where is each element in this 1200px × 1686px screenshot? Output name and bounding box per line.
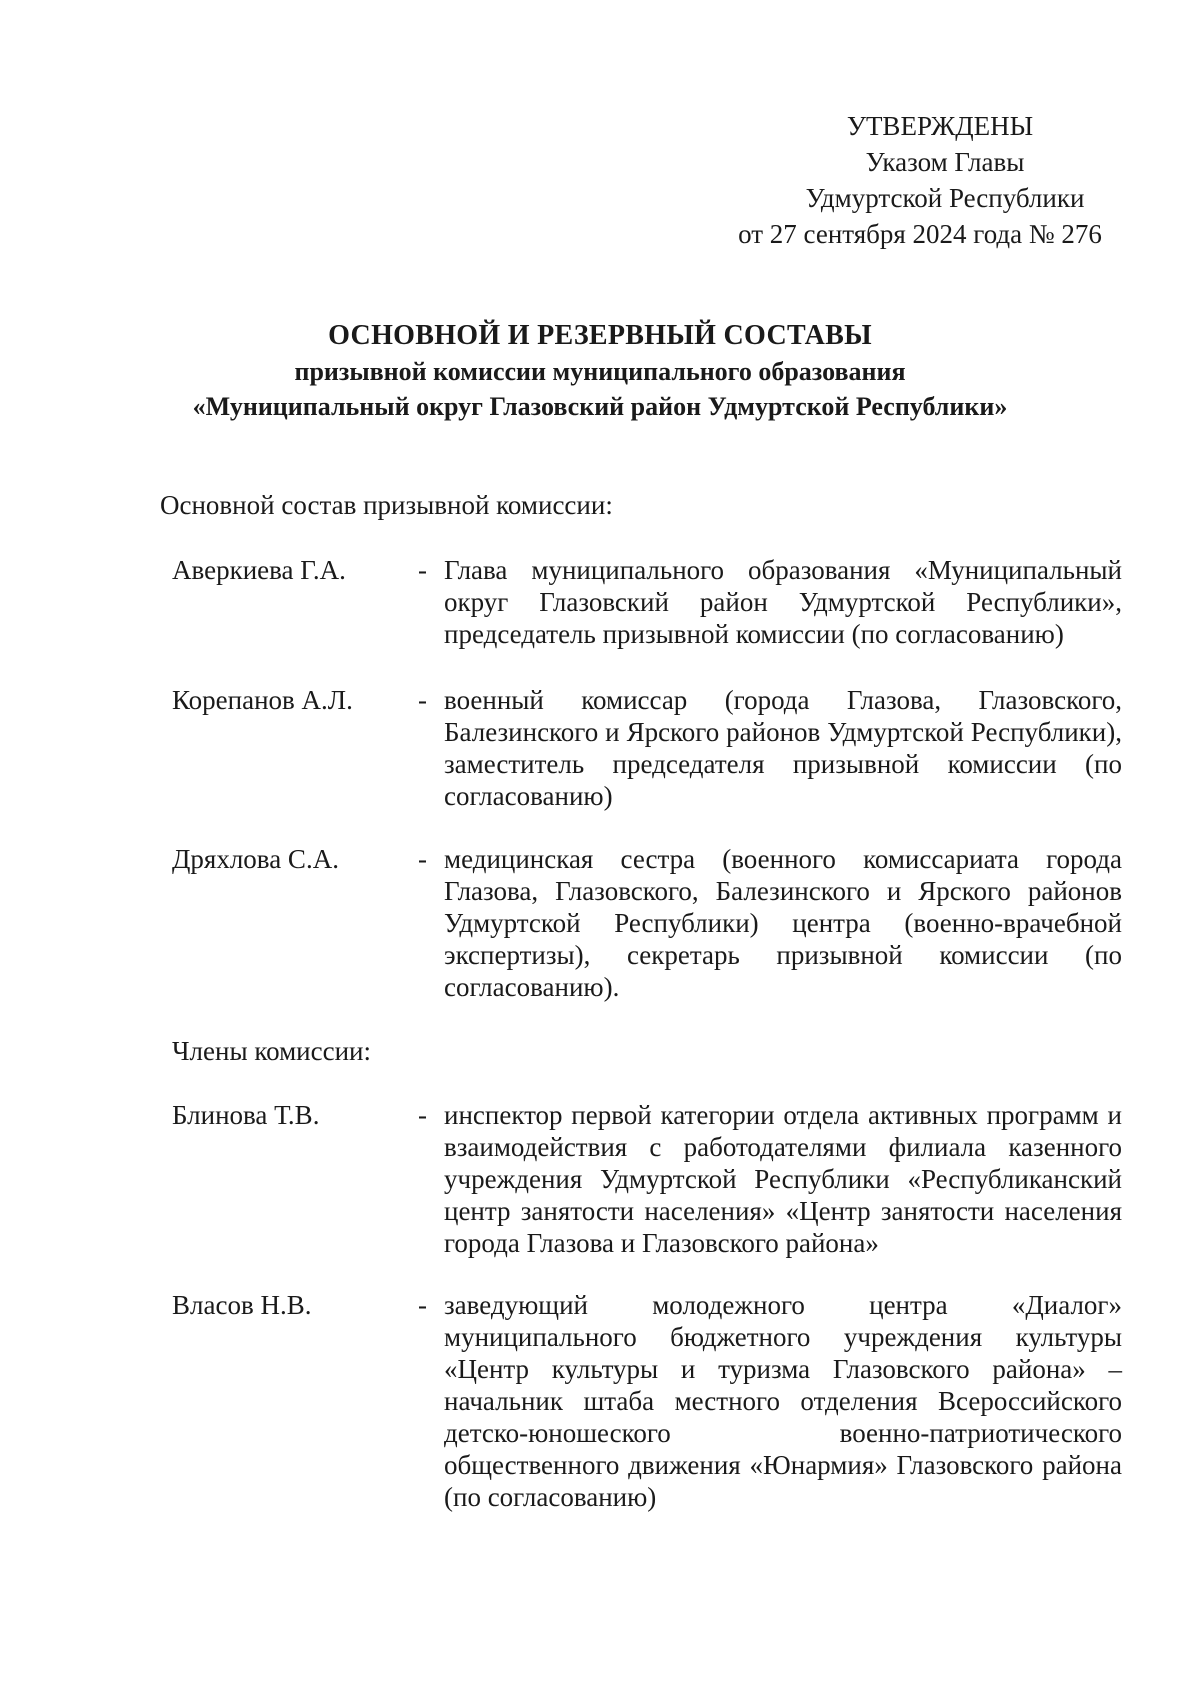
members-label: Члены комиссии: bbox=[172, 1036, 371, 1066]
document-subtitle-2: «Муниципальный округ Глазовский район Удмуртской Республики» bbox=[192, 392, 1008, 421]
member-name: Аверкиева Г.А. bbox=[172, 555, 346, 585]
member-description: инспектор первой категории отдела активных программ и взаимодействия с работодателями филиала казенного учреждения Удмуртской Республики «Республиканский центр занятости населения» «Центр занятости населения города Глазова и Глазовского района» bbox=[444, 1100, 1122, 1258]
document-heading bbox=[140, 318, 1060, 424]
approval-date-number: от 27 сентября 2024 года № 276 bbox=[738, 219, 1102, 249]
member-name: Корепанов А.Л. bbox=[172, 685, 353, 715]
approval-title: УТВЕРЖДЕНЫ bbox=[846, 111, 1034, 141]
member-name: Власов Н.В. bbox=[172, 1290, 312, 1320]
entry-dash: - bbox=[418, 555, 427, 585]
member-description: военный комиссар (города Глазова, Глазовского, Балезинского и Ярского районов Удмуртской Республики), заместитель председателя призывной комиссии (по согласованию) bbox=[444, 685, 1122, 811]
approval-decree: Указом Главы bbox=[865, 147, 1025, 177]
entry-dash: - bbox=[418, 685, 427, 715]
entry-dash: - bbox=[418, 1100, 427, 1130]
document-title: ОСНОВНОЙ И РЕЗЕРВНЫЙ СОСТАВЫ bbox=[328, 320, 872, 351]
approval-stamp bbox=[700, 108, 1140, 252]
member-description: заведующий молодежного центра «Диалог» муниципального бюджетного учреждения культуры «Центр культуры и туризма Глазовского района» – начальник штаба местного отделения Всероссийского детско-юношеского военно-патриотического общественного движения «Юнармия» Глазовского района (по согласованию) bbox=[444, 1290, 1122, 1512]
main-composition-label: Основной состав призывной комиссии: bbox=[160, 490, 613, 520]
member-name: Блинова Т.В. bbox=[172, 1100, 320, 1130]
member-description: Глава муниципального образования «Муниципальный округ Глазовский район Удмуртской Республики», председатель призывной комиссии (по согласованию) bbox=[444, 555, 1122, 649]
approval-republic: Удмуртской Республики bbox=[805, 183, 1085, 213]
member-description: медицинская сестра (военного комиссариата города Глазова, Глазовского, Балезинского и Ярского районов Удмуртской Республики) центра (военно-врачебной экспертизы), секретарь призывной комиссии (по согласованию). bbox=[444, 844, 1122, 1002]
entry-dash: - bbox=[418, 844, 427, 874]
member-name: Дряхлова С.А. bbox=[172, 844, 339, 874]
entry-dash: - bbox=[418, 1290, 427, 1320]
document-subtitle-1: призывной комиссии муниципального образования bbox=[294, 357, 906, 386]
